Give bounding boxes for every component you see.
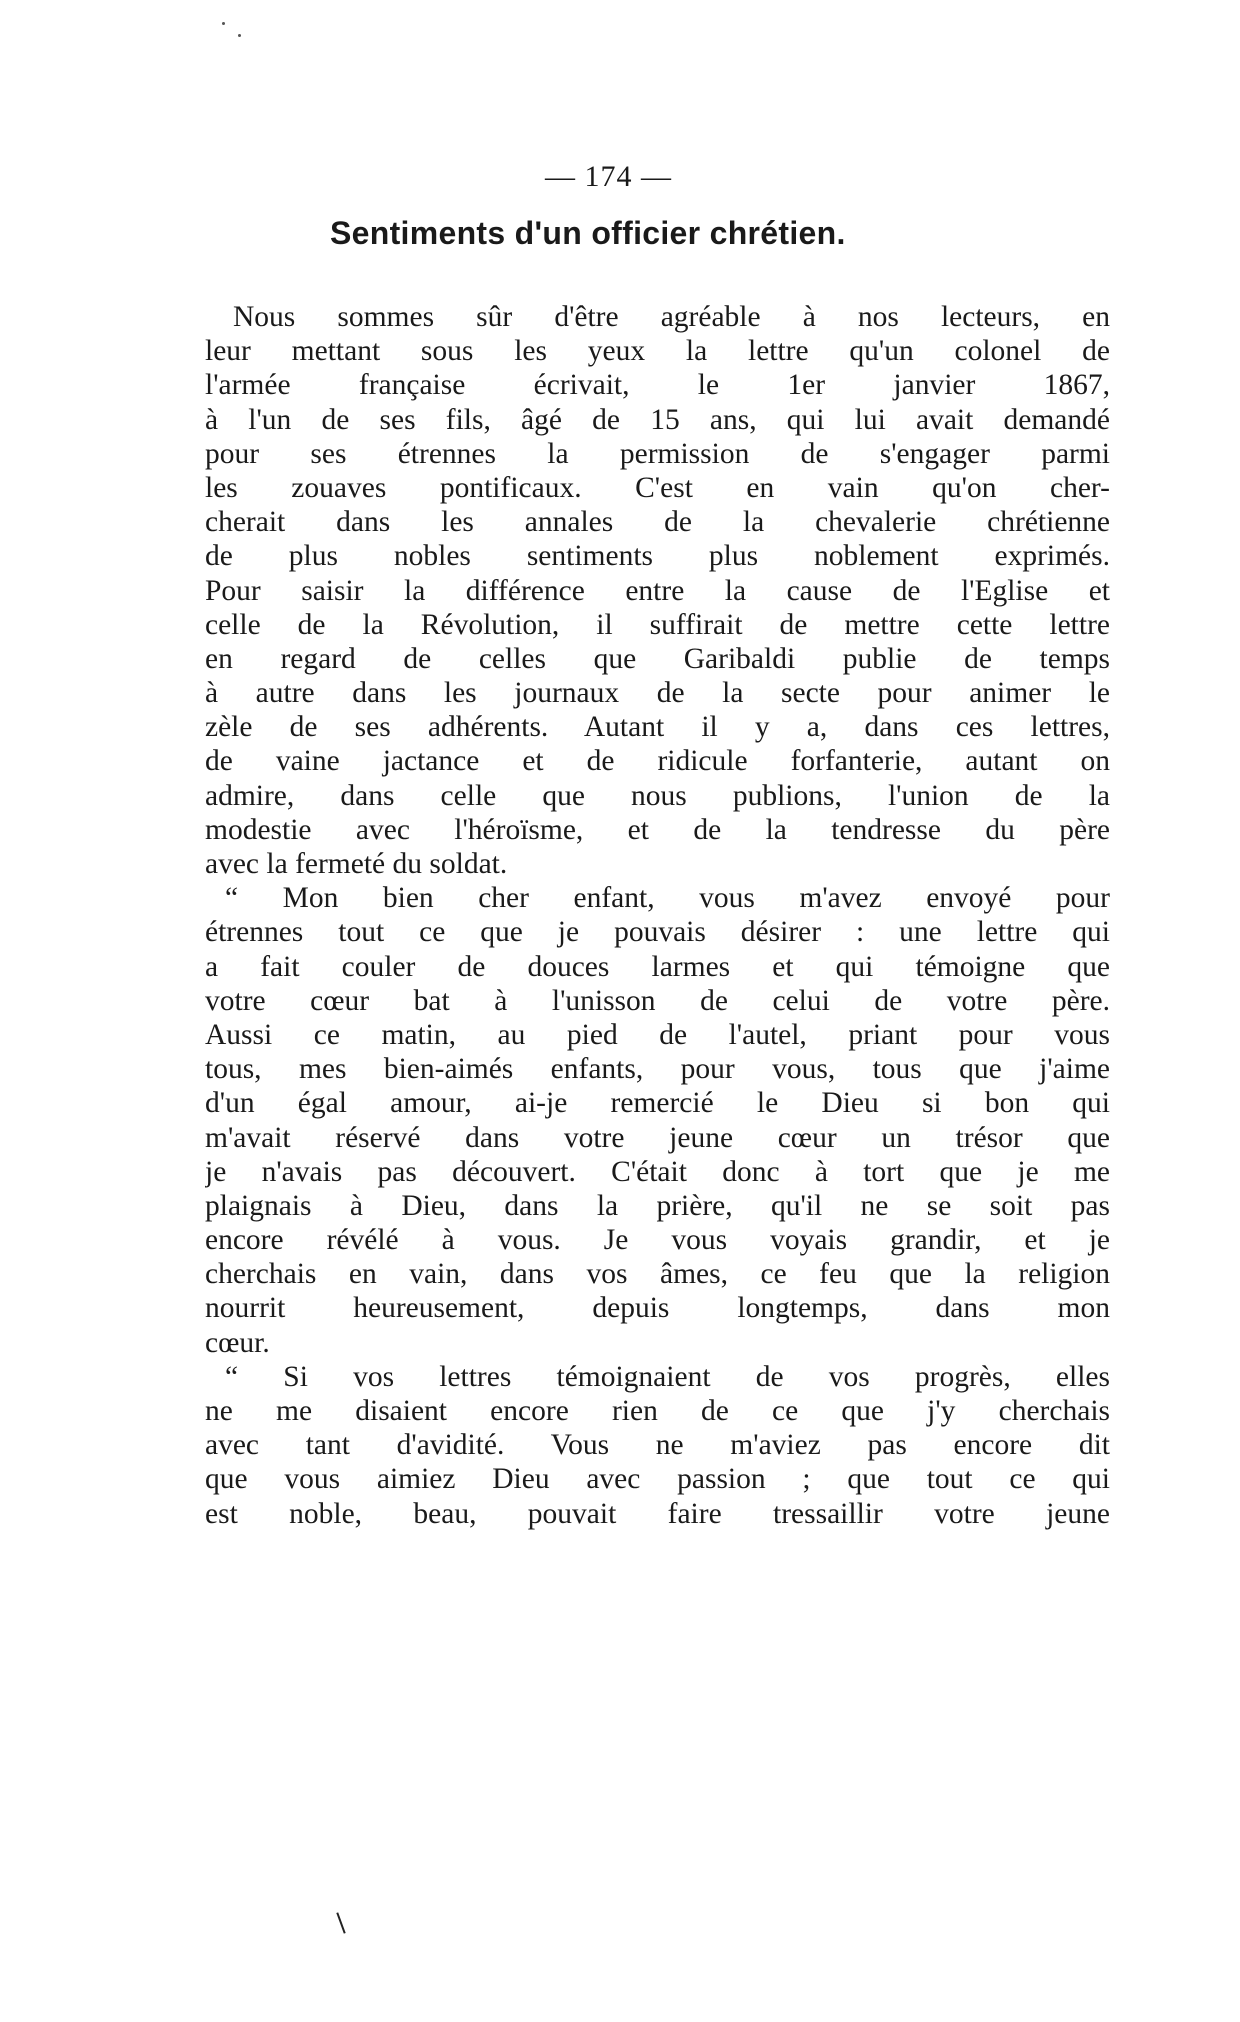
- text-line: l'armée française écrivait, le 1er janvier 1867,: [205, 369, 1110, 402]
- ink-speck: [222, 22, 225, 25]
- text-line: étrennes tout ce que je pouvais désirer : une lettre qui: [205, 916, 1110, 949]
- section-heading: Sentiments d'un officier chrétien.: [330, 215, 846, 251]
- text-line: de vaine jactance et de ridicule forfanterie, autant on: [205, 745, 1110, 778]
- stray-ink-mark: [336, 1912, 345, 1933]
- text-line: plaignais à Dieu, dans la prière, qu'il ne se soit pas: [205, 1189, 1110, 1222]
- text-line: “ Si vos lettres témoignaient de vos progrès, elles: [225, 1360, 1110, 1393]
- text-line: encore révélé à vous. Je vous voyais grandir, et je: [205, 1224, 1110, 1257]
- text-line: Nous sommes sûr d'être agréable à nos lecteurs, en: [233, 301, 1110, 333]
- text-line: tous, mes bien-aimés enfants, pour vous, tous que j'aime: [205, 1053, 1110, 1086]
- text-line: zèle de ses adhérents. Autant il y a, dans ces lettres,: [205, 711, 1110, 744]
- text-line: de plus nobles sentiments plus noblement exprimés.: [205, 540, 1110, 573]
- text-line: m'avait réservé dans votre jeune cœur un trésor que: [205, 1121, 1110, 1154]
- text-line: Aussi ce matin, au pied de l'autel, priant pour vous: [205, 1018, 1110, 1051]
- text-line: avec tant d'avidité. Vous ne m'aviez pas encore dit: [205, 1429, 1110, 1462]
- text-line: je n'avais pas découvert. C'était donc à tort que je me: [205, 1155, 1110, 1188]
- text-line: les zouaves pontificaux. C'est en vain qu'on cher-: [205, 471, 1110, 504]
- text-line: ne me disaient encore rien de ce que j'y cherchais: [205, 1395, 1110, 1427]
- text-line: à l'un de ses fils, âgé de 15 ans, qui lui avait demandé: [205, 403, 1110, 436]
- text-line: modestie avec l'héroïsme, et de la tendresse du père: [205, 813, 1110, 846]
- text-line: nourrit heureusement, depuis longtemps, dans mon: [205, 1292, 1110, 1325]
- text-line: que vous aimiez Dieu avec passion ; que tout ce qui: [205, 1463, 1110, 1496]
- text-line: cœur.: [205, 1326, 270, 1359]
- text-line: est noble, beau, pouvait faire tressaillir votre jeune: [205, 1497, 1110, 1530]
- text-line: Pour saisir la différence entre la cause de l'Eglise et: [205, 574, 1110, 607]
- page-number: — 174 —: [545, 160, 672, 193]
- text-line: leur mettant sous les yeux la lettre qu'un colonel de: [205, 335, 1110, 368]
- text-line: celle de la Révolution, il suffirait de mettre cette lettre: [205, 608, 1110, 641]
- text-line: votre cœur bat à l'unisson de celui de votre père.: [205, 984, 1110, 1017]
- text-line: avec la fermeté du soldat.: [205, 848, 508, 880]
- text-line: admire, dans celle que nous publions, l'union de la: [205, 779, 1110, 812]
- text-line: “ Mon bien cher enfant, vous m'avez envoyé pour: [225, 882, 1110, 915]
- text-line: a fait couler de douces larmes et qui témoigne que: [205, 950, 1110, 983]
- text-line: à autre dans les journaux de la secte pour animer le: [205, 677, 1110, 710]
- body-text: [205, 300, 1110, 1531]
- text-line: en regard de celles que Garibaldi publie de temps: [205, 642, 1110, 675]
- text-line: d'un égal amour, ai-je remercié le Dieu si bon qui: [205, 1087, 1110, 1120]
- ink-speck: [238, 34, 241, 37]
- text-line: cherchais en vain, dans vos âmes, ce feu que la religion: [205, 1258, 1110, 1291]
- text-line: pour ses étrennes la permission de s'engager parmi: [205, 437, 1110, 470]
- text-line: cherait dans les annales de la chevalerie chrétienne: [205, 506, 1110, 539]
